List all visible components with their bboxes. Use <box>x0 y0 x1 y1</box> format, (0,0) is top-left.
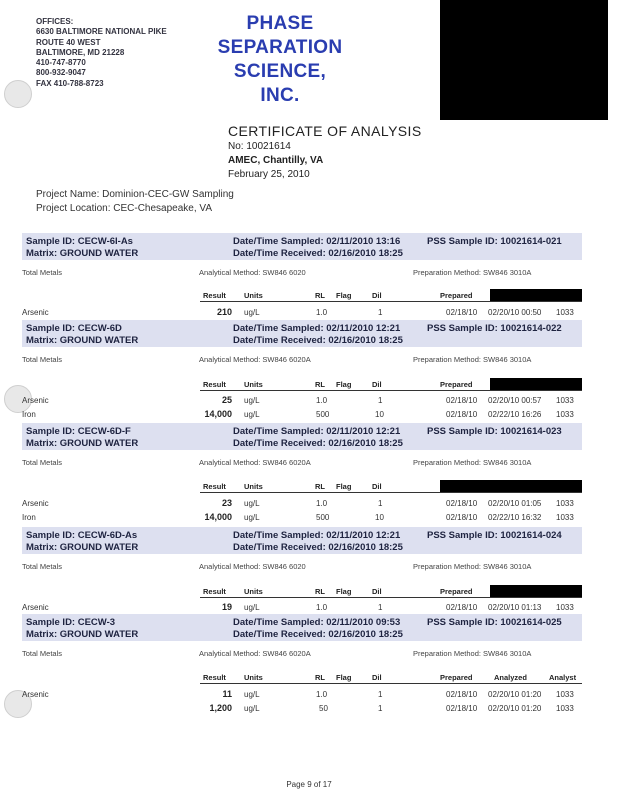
col-prepared: Prepared <box>440 673 473 682</box>
col-units: Units <box>244 380 263 389</box>
fax-line: FAX 410-788-8723 <box>36 78 104 88</box>
analytical-method: Analytical Method: SW846 6020 <box>199 562 306 571</box>
col-flag: Flag <box>336 673 352 682</box>
col-prepared: Prepared <box>440 380 473 389</box>
dil-value: 1 <box>378 499 383 508</box>
header-rule <box>200 301 582 302</box>
date-received: Date/Time Received: 02/16/2010 18:25 <box>233 248 403 259</box>
col-result: Result <box>203 673 226 682</box>
col-flag: Flag <box>336 380 352 389</box>
certificate-number: No: 10021614 <box>228 141 291 152</box>
col-dil: Dil <box>372 587 382 596</box>
col-flag: Flag <box>336 587 352 596</box>
sample-id: Sample ID: CECW-6D <box>26 323 122 334</box>
sample-id: Sample ID: CECW-6D-F <box>26 426 131 437</box>
date-sampled: Date/Time Sampled: 02/11/2010 12:21 <box>233 530 401 541</box>
preparation-method: Preparation Method: SW846 3010A <box>413 268 532 277</box>
analyst-value: 1033 <box>556 499 574 508</box>
result-value: 23 <box>221 498 232 508</box>
prepared-value: 02/18/10 <box>446 513 478 522</box>
header-rule <box>200 390 582 391</box>
analyte-name: Arsenic <box>22 396 49 405</box>
certificate-title: CERTIFICATE OF ANALYSIS <box>228 123 422 139</box>
col-analyst: Analyst <box>549 673 577 682</box>
preparation-method: Preparation Method: SW846 3010A <box>413 458 532 467</box>
address-line: ROUTE 40 WEST <box>36 37 101 47</box>
project-name: Project Name: Dominion-CEC-GW Sampling <box>36 189 234 200</box>
analyte-name: Arsenic <box>22 308 49 317</box>
analysis-group: Total Metals <box>22 458 63 467</box>
rl-value: 1.0 <box>316 499 328 508</box>
dil-value: 10 <box>375 410 384 419</box>
analysis-group: Total Metals <box>22 649 63 658</box>
result-value: 210 <box>216 307 232 317</box>
col-result: Result <box>203 291 226 300</box>
col-flag: Flag <box>336 482 352 491</box>
report-date: February 25, 2010 <box>228 169 310 180</box>
analyst-value: 1033 <box>556 513 574 522</box>
preparation-method: Preparation Method: SW846 3010A <box>413 355 532 364</box>
date-sampled: Date/Time Sampled: 02/11/2010 13:16 <box>233 236 401 247</box>
col-units: Units <box>244 291 263 300</box>
sample-id: Sample ID: CECW-6I-As <box>26 236 133 247</box>
col-rl: RL <box>315 482 325 491</box>
units-value: ug/L <box>244 690 260 699</box>
result-value: 25 <box>221 395 232 405</box>
rl-value: 1.0 <box>316 396 328 405</box>
dil-value: 10 <box>375 513 384 522</box>
analytical-method: Analytical Method: SW846 6020A <box>199 458 311 467</box>
analyte-name: Arsenic <box>22 603 49 612</box>
analyzed-value: 02/20/10 01:13 <box>488 603 542 612</box>
office-address <box>36 17 167 89</box>
date-sampled: Date/Time Sampled: 02/11/2010 09:53 <box>233 617 401 628</box>
page-number: Page 9 of 17 <box>286 780 332 789</box>
col-units: Units <box>244 482 263 491</box>
rl-value: 500 <box>316 513 330 522</box>
col-prepared: Prepared <box>440 587 473 596</box>
analysis-group: Total Metals <box>22 562 63 571</box>
analyst-value: 1033 <box>556 704 574 713</box>
company-line: SCIENCE, <box>233 61 327 82</box>
sample-matrix: Matrix: GROUND WATER <box>26 335 139 346</box>
analysis-group: Total Metals <box>22 268 63 277</box>
date-sampled: Date/Time Sampled: 02/11/2010 12:21 <box>233 323 401 334</box>
col-rl: RL <box>315 291 325 300</box>
analyst-value: 1033 <box>556 308 574 317</box>
col-result: Result <box>203 482 226 491</box>
result-value: 14,000 <box>204 409 232 419</box>
dil-value: 1 <box>378 308 383 317</box>
company-line: INC. <box>260 85 300 106</box>
analyzed-value: 02/20/10 01:05 <box>488 499 542 508</box>
analytical-method: Analytical Method: SW846 6020A <box>199 649 311 658</box>
rl-value: 1.0 <box>316 690 328 699</box>
analyst-value: 1033 <box>556 410 574 419</box>
offices-label: OFFICES: <box>36 17 74 26</box>
analyzed-value: 02/22/10 16:32 <box>488 513 542 522</box>
prepared-value: 02/18/10 <box>446 690 478 699</box>
date-sampled: Date/Time Sampled: 02/11/2010 12:21 <box>233 426 401 437</box>
col-dil: Dil <box>372 380 382 389</box>
col-result: Result <box>203 587 226 596</box>
col-dil: Dil <box>372 291 382 300</box>
sample-matrix: Matrix: GROUND WATER <box>26 542 139 553</box>
units-value: ug/L <box>244 603 260 612</box>
prepared-value: 02/18/10 <box>446 308 478 317</box>
col-flag: Flag <box>336 291 352 300</box>
date-received: Date/Time Received: 02/16/2010 18:25 <box>233 438 403 449</box>
analytical-method: Analytical Method: SW846 6020A <box>199 355 311 364</box>
col-rl: RL <box>315 587 325 596</box>
date-received: Date/Time Received: 02/16/2010 18:25 <box>233 629 403 640</box>
address-line: BALTIMORE, MD 21228 <box>36 47 125 57</box>
analyzed-value: 02/20/10 00:57 <box>488 396 542 405</box>
sample-matrix: Matrix: GROUND WATER <box>26 438 139 449</box>
analysis-group: Total Metals <box>22 355 63 364</box>
company-name <box>205 12 355 108</box>
hole-punch <box>4 80 32 108</box>
units-value: ug/L <box>244 410 260 419</box>
analyte-name: Iron <box>22 513 36 522</box>
redacted-block <box>440 0 608 120</box>
sample-matrix: Matrix: GROUND WATER <box>26 248 139 259</box>
analyte-name: Iron <box>22 410 36 419</box>
dil-value: 1 <box>378 603 383 612</box>
pss-sample-id: PSS Sample ID: 10021614-021 <box>427 236 562 247</box>
col-prepared: Prepared <box>440 291 473 300</box>
col-result: Result <box>203 380 226 389</box>
project-location: Project Location: CEC-Chesapeake, VA <box>36 203 213 214</box>
client-name: AMEC, Chantilly, VA <box>228 155 324 166</box>
phone-line: 410-747-8770 <box>36 58 86 68</box>
pss-sample-id: PSS Sample ID: 10021614-024 <box>427 530 562 541</box>
preparation-method: Preparation Method: SW846 3010A <box>413 649 532 658</box>
analyst-value: 1033 <box>556 396 574 405</box>
dil-value: 1 <box>378 690 383 699</box>
units-value: ug/L <box>244 513 260 522</box>
sample-id: Sample ID: CECW-6D-As <box>26 530 138 541</box>
result-value: 11 <box>222 689 232 699</box>
result-value: 14,000 <box>204 512 232 522</box>
analyzed-value: 02/22/10 16:26 <box>488 410 542 419</box>
phone-line: 800-932-9047 <box>36 68 86 78</box>
rl-value: 500 <box>316 410 330 419</box>
analyzed-value: 02/20/10 01:20 <box>488 704 542 713</box>
prepared-value: 02/18/10 <box>446 499 478 508</box>
header-rule <box>200 683 582 684</box>
prepared-value: 02/18/10 <box>446 603 478 612</box>
company-line: PHASE <box>246 13 314 34</box>
result-value: 19 <box>221 602 232 612</box>
analyst-value: 1033 <box>556 690 574 699</box>
analyzed-value: 02/20/10 00:50 <box>488 308 542 317</box>
prepared-value: 02/18/10 <box>446 396 478 405</box>
pss-sample-id: PSS Sample ID: 10021614-023 <box>427 426 562 437</box>
header-rule <box>200 492 582 493</box>
col-analyzed: Analyzed <box>494 673 527 682</box>
units-value: ug/L <box>244 499 260 508</box>
sample-id: Sample ID: CECW-3 <box>26 617 116 628</box>
sample-matrix: Matrix: GROUND WATER <box>26 629 139 640</box>
units-value: ug/L <box>244 308 260 317</box>
preparation-method: Preparation Method: SW846 3010A <box>413 562 532 571</box>
pss-sample-id: PSS Sample ID: 10021614-025 <box>427 617 562 628</box>
date-received: Date/Time Received: 02/16/2010 18:25 <box>233 542 403 553</box>
date-received: Date/Time Received: 02/16/2010 18:25 <box>233 335 403 346</box>
dil-value: 1 <box>378 396 383 405</box>
pss-sample-id: PSS Sample ID: 10021614-022 <box>427 323 562 334</box>
analytical-method: Analytical Method: SW846 6020 <box>199 268 306 277</box>
units-value: ug/L <box>244 396 260 405</box>
col-rl: RL <box>315 673 325 682</box>
prepared-value: 02/18/10 <box>446 410 478 419</box>
analyst-value: 1033 <box>556 603 574 612</box>
col-units: Units <box>244 587 263 596</box>
analyzed-value: 02/20/10 01:20 <box>488 690 542 699</box>
col-dil: Dil <box>372 482 382 491</box>
analyte-name: Arsenic <box>22 690 49 699</box>
prepared-value: 02/18/10 <box>446 704 478 713</box>
rl-value: 50 <box>319 704 328 713</box>
rl-value: 1.0 <box>316 308 328 317</box>
dil-value: 1 <box>378 704 383 713</box>
result-value: 1,200 <box>209 703 232 713</box>
col-units: Units <box>244 673 263 682</box>
col-rl: RL <box>315 380 325 389</box>
company-line: SEPARATION <box>217 37 343 58</box>
analyte-name: Arsenic <box>22 499 49 508</box>
header-rule <box>200 597 582 598</box>
address-line: 6630 BALTIMORE NATIONAL PIKE <box>36 27 167 37</box>
rl-value: 1.0 <box>316 603 328 612</box>
units-value: ug/L <box>244 704 260 713</box>
col-dil: Dil <box>372 673 382 682</box>
